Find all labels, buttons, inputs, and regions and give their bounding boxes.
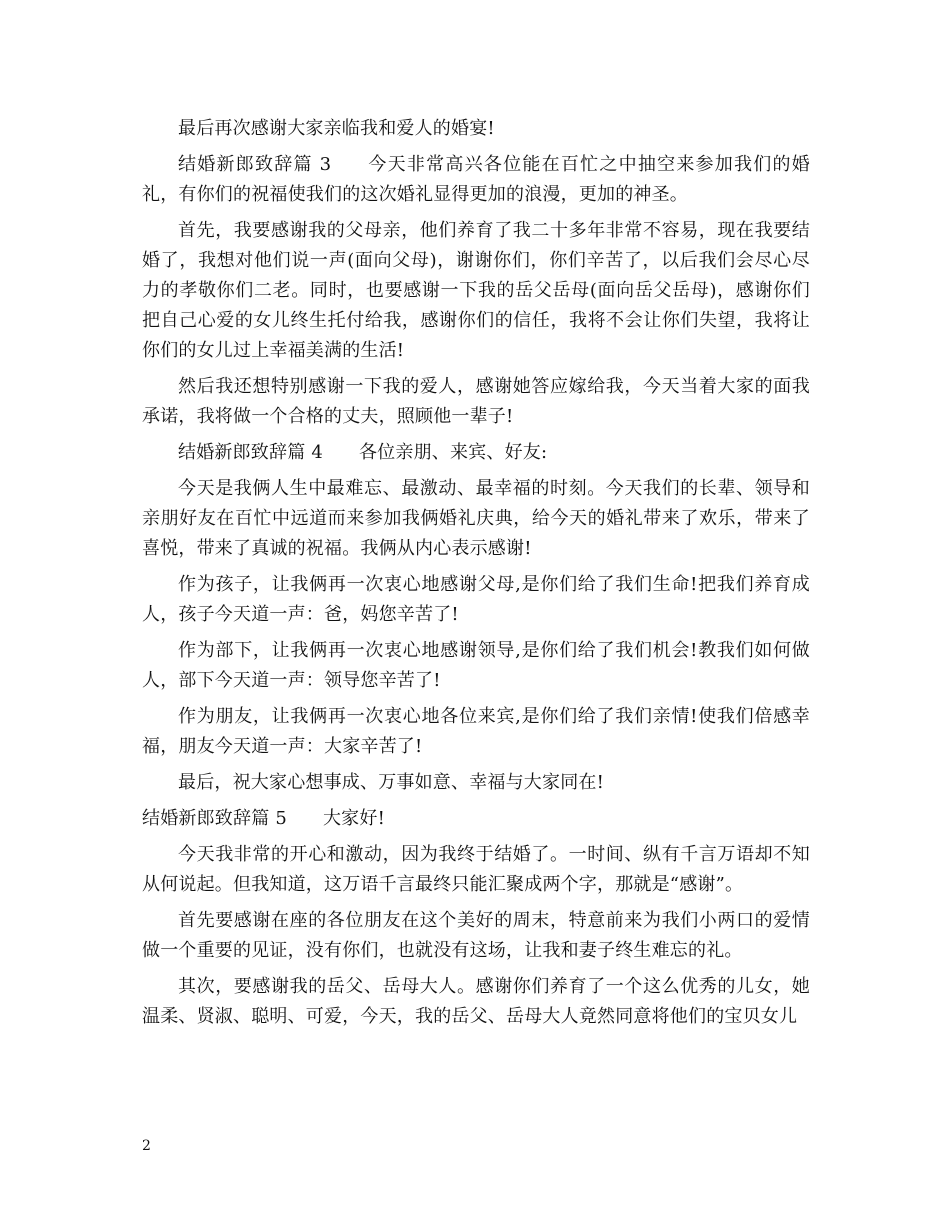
paragraph-text: 今天是我俩人生中最难忘、最激动、最幸福的时刻。今天我们的长辈、领导和亲朋好友在百忙中远道而来参加我俩婚礼庆典，给今天的婚礼带来了欢乐，带来了喜悦，带来了真诚的祝福。我俩从内心表示感谢! <box>142 478 810 559</box>
document-body <box>142 114 810 1038</box>
paragraph <box>142 972 810 1032</box>
section-heading: 结婚新郎致辞篇 4 <box>178 442 323 463</box>
paragraph <box>142 840 810 900</box>
paragraph <box>142 474 810 564</box>
paragraph-text: 最后再次感谢大家亲临我和爱人的婚宴! <box>178 118 495 139</box>
paragraph <box>142 372 810 432</box>
paragraph <box>142 636 810 696</box>
paragraph-text: 然后我还想特别感谢一下我的爱人，感谢她答应嫁给我，今天当着大家的面我承诺，我将做一个合格的丈夫，照顾他一辈子! <box>142 376 810 427</box>
paragraph-text: 首先，我要感谢我的父母亲，他们养育了我二十多年非常不容易，现在我要结婚了，我想对他们说一声(面向父母)，谢谢你们，你们辛苦了，以后我们会尽心尽力的孝敬你们二老。同时，也要感谢一下我的岳父岳母(面向岳父岳母)，感谢你们把自己心爱的女儿终生托付给我，感谢你们的信任，我将不会让你们失望，我将让你们的女儿过上幸福美满的生活! <box>142 220 810 361</box>
paragraph-text: 大家好! <box>322 808 386 829</box>
paragraph-text: 首先要感谢在座的各位朋友在这个美好的周末，特意前来为我们小两口的爱情做一个重要的见证，没有你们，也就没有这场，让我和妻子终生难忘的礼。 <box>142 910 810 961</box>
paragraph <box>142 150 810 210</box>
paragraph <box>142 570 810 630</box>
paragraph-text: 作为朋友，让我俩再一次衷心地各位来宾,是你们给了我们亲情!使我们倍感幸福，朋友今天道一声：大家辛苦了! <box>142 706 810 757</box>
paragraph <box>142 804 810 834</box>
section-heading: 结婚新郎致辞篇 3 <box>178 154 332 175</box>
paragraph-text: 今天非常高兴各位能在百忙之中抽空来参加我们的婚礼，有你们的祝福使我们的这次婚礼显得更加的浪漫，更加的神圣。 <box>142 154 810 205</box>
page-number: 2 <box>142 1138 151 1154</box>
paragraph <box>142 216 810 366</box>
paragraph-text: 今天我非常的开心和激动，因为我终于结婚了。一时间、纵有千言万语却不知从何说起。但我知道，这万语千言最终只能汇聚成两个字，那就是“感谢”。 <box>142 844 810 895</box>
paragraph-text: 各位亲朋、来宾、好友: <box>358 442 548 463</box>
section-heading: 结婚新郎致辞篇 5 <box>142 808 287 829</box>
paragraph <box>142 768 810 798</box>
paragraph-text: 其次，要感谢我的岳父、岳母大人。感谢你们养育了一个这么优秀的儿女，她温柔、贤淑、聪明、可爱，今天，我的岳父、岳母大人竟然同意将他们的宝贝女儿 <box>142 976 810 1027</box>
paragraph-text: 作为孩子，让我俩再一次衷心地感谢父母,是你们给了我们生命!把我们养育成人，孩子今天道一声：爸，妈您辛苦了! <box>142 574 810 625</box>
paragraph <box>142 906 810 966</box>
paragraph-text: 作为部下，让我俩再一次衷心地感谢领导,是你们给了我们机会!教我们如何做人，部下今天道一声：领导您辛苦了! <box>142 640 810 691</box>
paragraph <box>142 438 810 468</box>
paragraph <box>142 114 810 144</box>
paragraph <box>142 702 810 762</box>
paragraph-text: 最后，祝大家心想事成、万事如意、幸福与大家同在! <box>178 772 605 793</box>
